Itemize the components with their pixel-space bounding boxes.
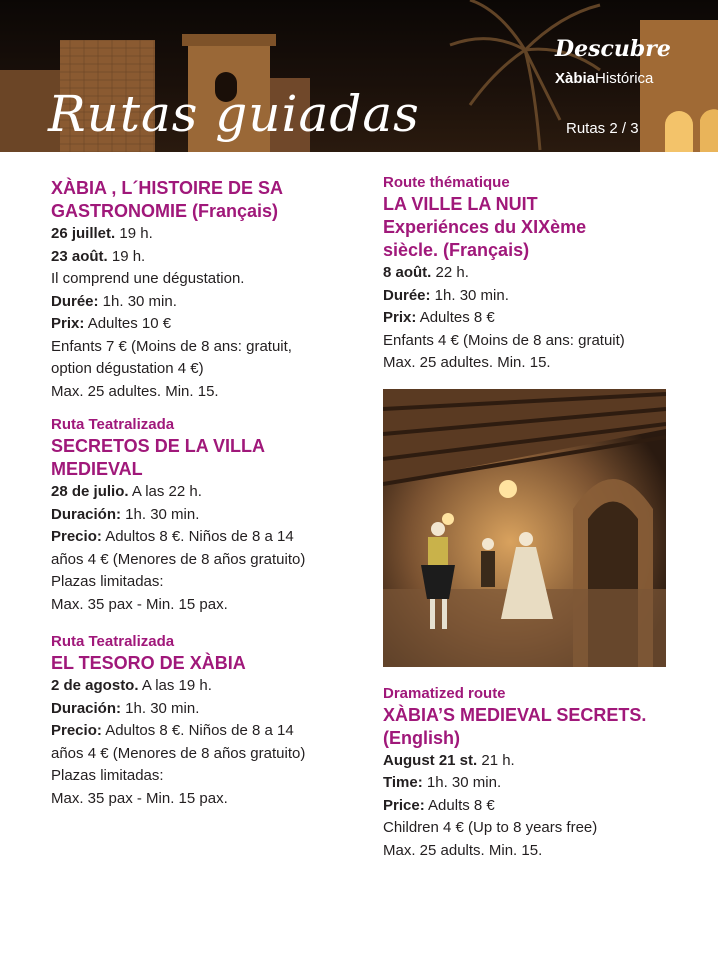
page-title: Rutas guiadas [48, 85, 420, 143]
route-duration: Durée: 1h. 30 min. [383, 286, 509, 304]
header-banner [0, 0, 718, 152]
route-price-detail: Children 4 € (Up to 8 years free) [383, 819, 598, 836]
route-heading: siècle. (Français) [383, 240, 530, 260]
route-capacity: Max. 25 adults. Min. 15. [383, 841, 543, 859]
route-date: August 21 st. 21 h. [383, 751, 515, 769]
route-tesoro [51, 631, 351, 810]
route-capacity: Max. 25 adultes. Min. 15. [51, 382, 219, 400]
route-kicker: Route thématique [383, 174, 510, 191]
brand-descubre: Descubre [555, 36, 671, 62]
route-price: Price: Adults 8 € [383, 796, 495, 814]
route-medieval-secrets-english [383, 683, 683, 863]
route-kicker: Ruta Teatralizada [51, 633, 175, 650]
route-heading: LA VILLE LA NUIT [383, 194, 538, 214]
route-price-detail: años 4 € (Menores de 8 años gratuito) [51, 550, 306, 568]
route-price: Prix: Adultes 8 € [383, 309, 495, 326]
route-price-detail: Enfants 7 € (Moins de 8 ans: gratuit, [51, 337, 292, 355]
route-date: 8 août. 22 h. [383, 264, 469, 281]
route-date: 26 juillet. 19 h. [51, 225, 153, 242]
route-duration: Duración: 1h. 30 min. [51, 505, 200, 523]
route-places: Plazas limitadas: [51, 573, 164, 590]
route-heading: SECRETOS DE LA VILLA [51, 436, 266, 456]
route-capacity: Max. 35 pax - Min. 15 pax. [51, 789, 228, 807]
route-heading: GASTRONOMIE (Français) [51, 201, 279, 221]
route-date: 23 août. 19 h. [51, 247, 146, 265]
route-duration: Durée: 1h. 30 min. [51, 292, 177, 310]
page-indicator: Rutas 2 / 3 [566, 120, 639, 137]
route-note: Il comprend une dégustation. [51, 270, 245, 287]
route-duration: Duración: 1h. 30 min. [51, 699, 200, 717]
route-capacity: Max. 25 adultes. Min. 15. [383, 354, 551, 371]
route-kicker: Dramatized route [383, 684, 506, 702]
route-gastronomie [51, 177, 351, 403]
route-heading: (English) [383, 727, 460, 748]
brand-xabia-historica: XàbiaHistórica [555, 70, 654, 87]
route-date: 28 de julio. A las 22 h. [51, 483, 202, 500]
route-price: Precio: Adultos 8 €. Niños de 8 a 14 [51, 722, 294, 739]
route-capacity: Max. 35 pax - Min. 15 pax. [51, 595, 228, 613]
route-places: Plazas limitadas: [51, 767, 164, 784]
route-duration: Time: 1h. 30 min. [383, 774, 502, 791]
dance-photo [383, 389, 666, 667]
route-ville-la-nuit [383, 172, 683, 375]
route-kicker: Ruta Teatralizada [51, 416, 175, 433]
route-heading: MEDIEVAL [51, 459, 143, 479]
route-price: Precio: Adultos 8 €. Niños de 8 a 14 [51, 528, 294, 545]
route-heading: EL TESORO DE XÀBIA [51, 653, 246, 673]
route-price-detail: años 4 € (Menores de 8 años gratuito) [51, 744, 306, 762]
route-heading: XÀBIA’S MEDIEVAL SECRETS. [383, 704, 647, 725]
route-secretos [51, 414, 351, 616]
route-date: 2 de agosto. A las 19 h. [51, 677, 212, 694]
route-heading: XÀBIA , L´HISTOIRE DE SA [51, 178, 284, 198]
route-price-detail: Enfants 4 € (Moins de 8 ans: gratuit) [383, 331, 625, 349]
route-heading: Experiénces du XIXème [383, 217, 587, 237]
route-price: Prix: Adultes 10 € [51, 315, 172, 332]
left-column [51, 177, 351, 810]
route-price-detail: option dégustation 4 €) [51, 360, 204, 377]
